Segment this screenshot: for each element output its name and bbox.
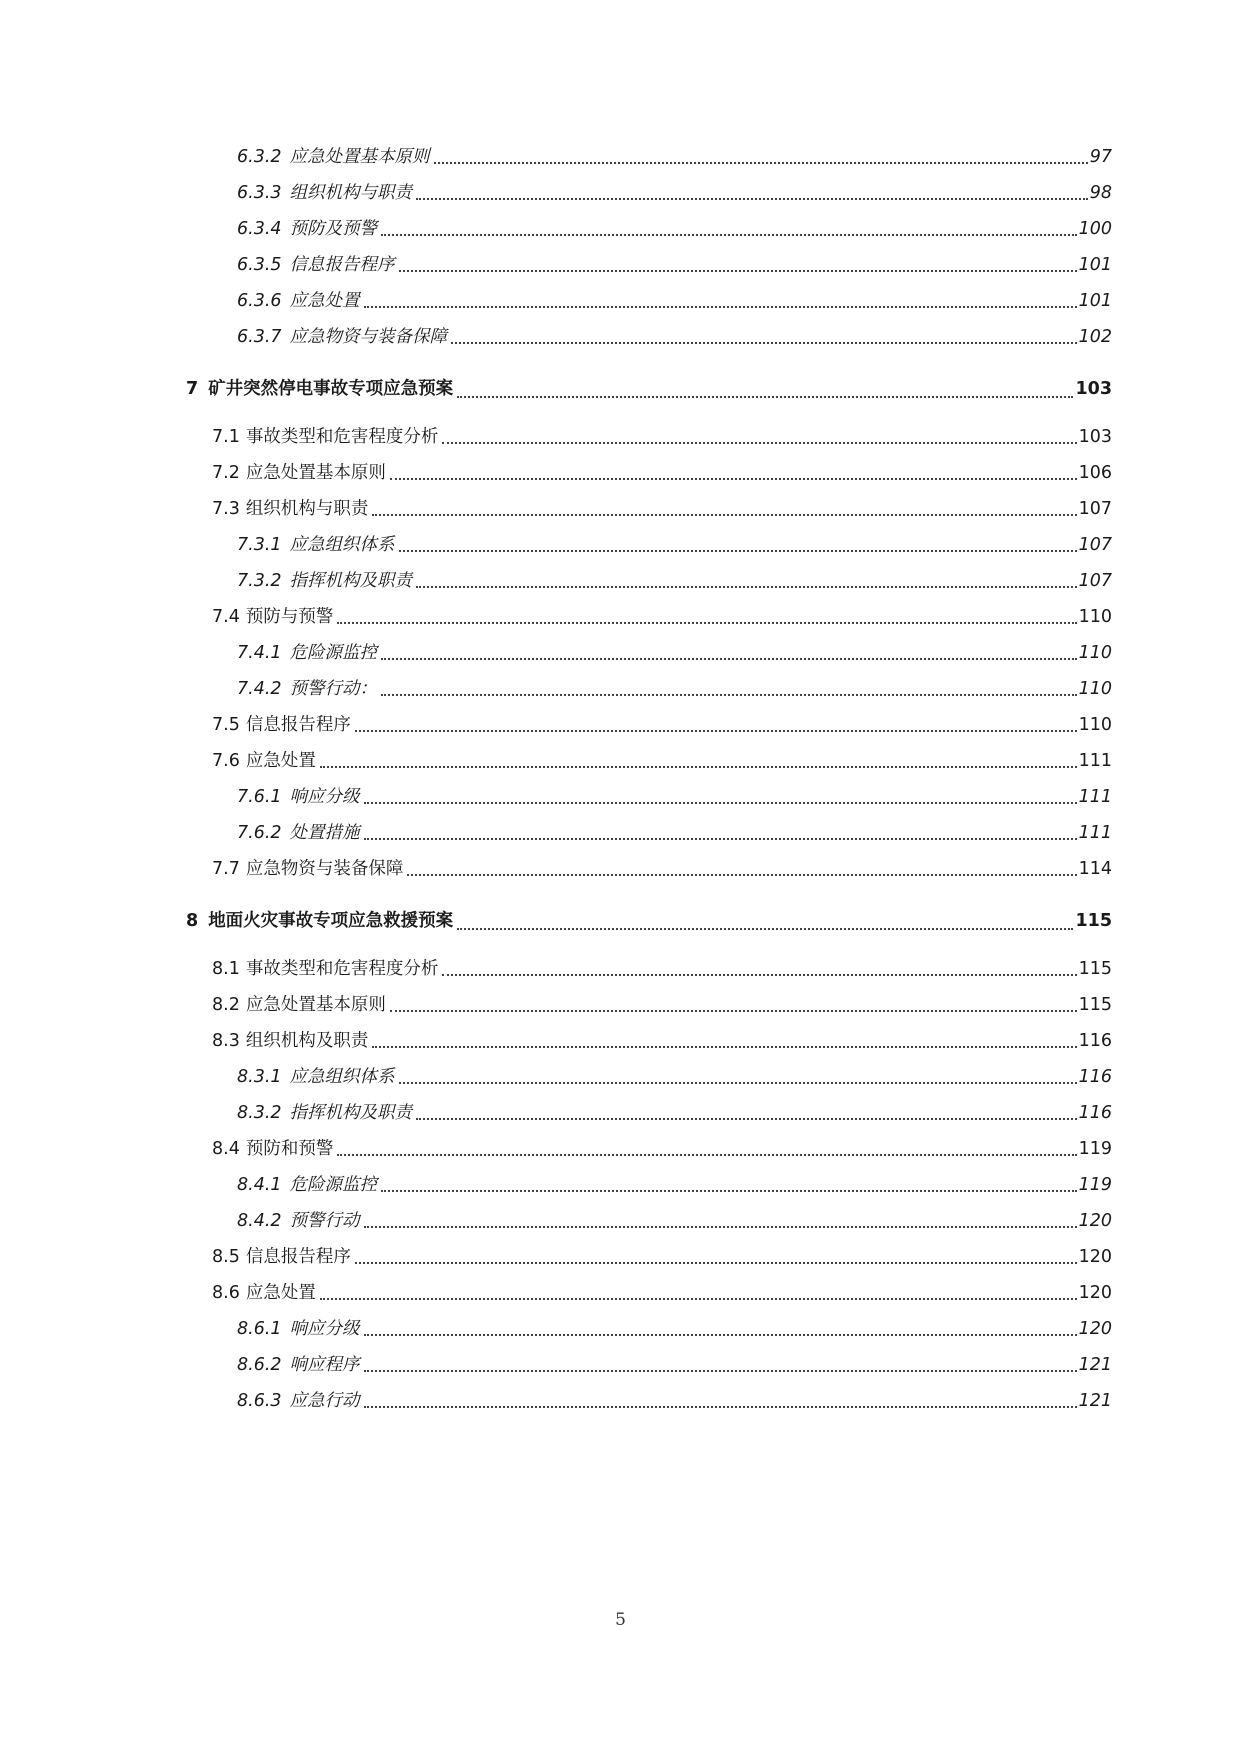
toc-entry[interactable] [0, 1095, 1241, 1131]
toc-entry-title: 指挥机构及职责 [289, 1103, 413, 1123]
toc-entry[interactable] [0, 139, 1241, 175]
toc-entry[interactable] [0, 1275, 1241, 1311]
toc-entry-number: 8.3.2 [237, 1103, 282, 1123]
toc-entry[interactable] [0, 901, 1241, 941]
toc-entry-page: 111 [1078, 751, 1112, 771]
dot-leader [337, 1154, 1076, 1156]
toc-entry-number: 8.4.2 [237, 1211, 282, 1231]
toc-entry[interactable] [0, 671, 1241, 707]
dot-leader [457, 396, 1073, 398]
dot-leader [355, 730, 1077, 732]
toc-entry-number: 7.4.2 [237, 679, 282, 699]
toc-entry[interactable] [0, 369, 1241, 409]
dot-leader [364, 1334, 1077, 1336]
toc-entry-page: 116 [1078, 1031, 1112, 1051]
toc-entry-title: 信息报告程序 [245, 1247, 351, 1267]
table-of-contents [0, 139, 1241, 1419]
toc-entry[interactable] [0, 1203, 1241, 1239]
dot-leader [457, 928, 1073, 930]
toc-entry-title: 指挥机构及职责 [289, 571, 413, 591]
dot-leader [381, 234, 1077, 236]
toc-entry-page: 110 [1078, 643, 1112, 663]
toc-entry-page: 120 [1078, 1247, 1112, 1267]
toc-entry-number: 8.3.1 [237, 1067, 282, 1087]
toc-entry[interactable] [0, 211, 1241, 247]
toc-entry-page: 107 [1078, 571, 1112, 591]
toc-entry[interactable] [0, 1239, 1241, 1275]
toc-entry-page: 120 [1078, 1319, 1112, 1339]
toc-entry-page: 119 [1078, 1175, 1112, 1195]
dot-leader [399, 270, 1077, 272]
toc-entry-title: 应急处置基本原则 [245, 995, 386, 1015]
toc-entry-title: 应急处置基本原则 [289, 147, 430, 167]
toc-entry-title: 应急物资与装备保障 [245, 859, 404, 879]
toc-entry-number: 6.3.7 [237, 327, 282, 347]
toc-entry-page: 102 [1078, 327, 1112, 347]
dot-leader [416, 586, 1077, 588]
toc-entry-page: 111 [1078, 787, 1112, 807]
toc-entry-number: 7.3.2 [237, 571, 282, 591]
toc-entry-number: 7.6.1 [237, 787, 282, 807]
toc-entry-title: 信息报告程序 [289, 255, 395, 275]
dot-leader [381, 1190, 1077, 1192]
toc-entry-title: 应急组织体系 [289, 535, 395, 555]
toc-entry-title: 事故类型和危害程度分析 [245, 959, 439, 979]
toc-entry[interactable] [0, 1383, 1241, 1419]
toc-entry-page: 115 [1078, 995, 1112, 1015]
toc-entry-page: 116 [1078, 1067, 1112, 1087]
toc-entry[interactable] [0, 1059, 1241, 1095]
toc-entry[interactable] [0, 743, 1241, 779]
toc-entry-number: 7.3 [212, 499, 240, 519]
toc-entry-page: 121 [1078, 1391, 1112, 1411]
toc-entry[interactable] [0, 1167, 1241, 1203]
toc-entry-title: 应急行动 [289, 1391, 360, 1411]
toc-entry-page: 107 [1078, 535, 1112, 555]
toc-entry-title: 组织机构及职责 [245, 1031, 369, 1051]
toc-entry-page: 120 [1078, 1211, 1112, 1231]
toc-entry-title: 预警行动： [289, 679, 378, 699]
toc-entry-page: 115 [1075, 911, 1112, 931]
toc-entry-title: 预防及预警 [289, 219, 378, 239]
toc-entry-number: 8.4 [212, 1139, 240, 1159]
toc-entry-number: 7.4 [212, 607, 240, 627]
dot-leader [364, 838, 1077, 840]
toc-entry-number: 6.3.2 [237, 147, 282, 167]
toc-entry-number: 8.3 [212, 1031, 240, 1051]
dot-leader [364, 306, 1077, 308]
toc-entry[interactable] [0, 707, 1241, 743]
toc-entry-title: 组织机构与职责 [245, 499, 369, 519]
toc-entry-page: 101 [1078, 255, 1112, 275]
toc-entry-title: 应急组织体系 [289, 1067, 395, 1087]
dot-leader [364, 802, 1077, 804]
toc-entry-number: 8.6.1 [237, 1319, 282, 1339]
toc-entry-number: 8.2 [212, 995, 240, 1015]
toc-entry-number: 8.6.2 [237, 1355, 282, 1375]
toc-entry-page: 107 [1078, 499, 1112, 519]
toc-entry[interactable] [0, 283, 1241, 319]
toc-entry-page: 101 [1078, 291, 1112, 311]
toc-entry-page: 121 [1078, 1355, 1112, 1375]
dot-leader [364, 1370, 1077, 1372]
toc-entry-number: 6.3.4 [237, 219, 282, 239]
dot-leader [364, 1406, 1077, 1408]
toc-entry-number: 8.4.1 [237, 1175, 282, 1195]
toc-entry-number: 8.6.3 [237, 1391, 282, 1411]
dot-leader [399, 1082, 1077, 1084]
dot-leader [416, 1118, 1077, 1120]
toc-entry[interactable] [0, 527, 1241, 563]
dot-leader [320, 1298, 1077, 1300]
toc-entry-title: 应急处置 [245, 1283, 316, 1303]
dot-leader [381, 658, 1077, 660]
dot-leader [337, 622, 1076, 624]
toc-entry-page: 103 [1075, 379, 1112, 399]
toc-entry[interactable] [0, 1131, 1241, 1167]
toc-entry-number: 6.3.6 [237, 291, 282, 311]
dot-leader [434, 162, 1088, 164]
toc-entry-page: 116 [1078, 1103, 1112, 1123]
toc-entry-number: 7.6 [212, 751, 240, 771]
dot-leader [390, 1010, 1077, 1012]
dot-leader [372, 1046, 1076, 1048]
toc-entry-page: 115 [1078, 959, 1112, 979]
toc-entry-title: 地面火灾事故专项应急救援预案 [208, 911, 454, 931]
toc-entry[interactable] [0, 951, 1241, 987]
toc-entry-page: 98 [1089, 183, 1112, 203]
toc-entry-number: 7.3.1 [237, 535, 282, 555]
toc-entry-title: 应急处置 [245, 751, 316, 771]
toc-entry-number: 7 [186, 379, 199, 399]
toc-entry[interactable] [0, 851, 1241, 887]
toc-entry[interactable] [0, 563, 1241, 599]
toc-entry-number: 6.3.3 [237, 183, 282, 203]
toc-entry[interactable] [0, 491, 1241, 527]
toc-entry[interactable] [0, 635, 1241, 671]
toc-entry-title: 组织机构与职责 [289, 183, 413, 203]
toc-entry-number: 6.3.5 [237, 255, 282, 275]
toc-entry-title: 预防与预警 [245, 607, 334, 627]
toc-entry-number: 7.6.2 [237, 823, 282, 843]
toc-entry-title: 响应分级 [289, 787, 360, 807]
page-number: 5 [615, 1610, 626, 1630]
dot-leader [364, 1226, 1077, 1228]
toc-entry[interactable] [0, 175, 1241, 211]
toc-entry[interactable] [0, 779, 1241, 815]
toc-entry-page: 111 [1078, 823, 1112, 843]
toc-entry[interactable] [0, 1023, 1241, 1059]
toc-entry-title: 响应程序 [289, 1355, 360, 1375]
dot-leader [372, 514, 1076, 516]
toc-entry[interactable] [0, 1347, 1241, 1383]
toc-entry-title: 危险源监控 [289, 643, 378, 663]
toc-entry-title: 应急处置 [289, 291, 360, 311]
toc-entry-page: 97 [1089, 147, 1112, 167]
toc-entry-title: 应急物资与装备保障 [289, 327, 448, 347]
toc-entry-page: 103 [1078, 427, 1112, 447]
dot-leader [355, 1262, 1077, 1264]
toc-entry-page: 106 [1078, 463, 1112, 483]
toc-entry-title: 应急处置基本原则 [245, 463, 386, 483]
toc-entry[interactable] [0, 455, 1241, 491]
toc-entry-number: 8.6 [212, 1283, 240, 1303]
dot-leader [399, 550, 1077, 552]
toc-entry-number: 8.1 [212, 959, 240, 979]
dot-leader [451, 342, 1077, 344]
toc-entry-number: 7.7 [212, 859, 240, 879]
dot-leader [381, 694, 1077, 696]
toc-entry-page: 120 [1078, 1283, 1112, 1303]
toc-entry-page: 119 [1078, 1139, 1112, 1159]
toc-entry-page: 114 [1078, 859, 1112, 879]
toc-entry-page: 110 [1078, 715, 1112, 735]
toc-entry-title: 事故类型和危害程度分析 [245, 427, 439, 447]
dot-leader [442, 442, 1076, 444]
toc-entry-number: 7.2 [212, 463, 240, 483]
toc-entry-title: 预防和预警 [245, 1139, 334, 1159]
dot-leader [407, 874, 1076, 876]
toc-entry-title: 预警行动 [289, 1211, 360, 1231]
toc-entry[interactable] [0, 599, 1241, 635]
toc-entry-number: 7.4.1 [237, 643, 282, 663]
toc-entry[interactable] [0, 419, 1241, 455]
dot-leader [320, 766, 1077, 768]
toc-entry-number: 8 [186, 911, 199, 931]
toc-entry-page: 110 [1078, 679, 1112, 699]
toc-entry-page: 110 [1078, 607, 1112, 627]
dot-leader [390, 478, 1077, 480]
toc-entry-number: 7.5 [212, 715, 240, 735]
toc-entry-title: 矿井突然停电事故专项应急预案 [208, 379, 454, 399]
toc-entry-number: 7.1 [212, 427, 240, 447]
dot-leader [442, 974, 1076, 976]
toc-entry[interactable] [0, 987, 1241, 1023]
toc-entry-number: 8.5 [212, 1247, 240, 1267]
toc-entry-page: 100 [1078, 219, 1112, 239]
toc-entry-title: 信息报告程序 [245, 715, 351, 735]
dot-leader [416, 198, 1088, 200]
toc-entry-title: 响应分级 [289, 1319, 360, 1339]
toc-entry[interactable] [0, 247, 1241, 283]
toc-entry[interactable] [0, 815, 1241, 851]
toc-entry-title: 危险源监控 [289, 1175, 378, 1195]
toc-entry-title: 处置措施 [289, 823, 360, 843]
toc-entry[interactable] [0, 1311, 1241, 1347]
toc-entry[interactable] [0, 319, 1241, 355]
